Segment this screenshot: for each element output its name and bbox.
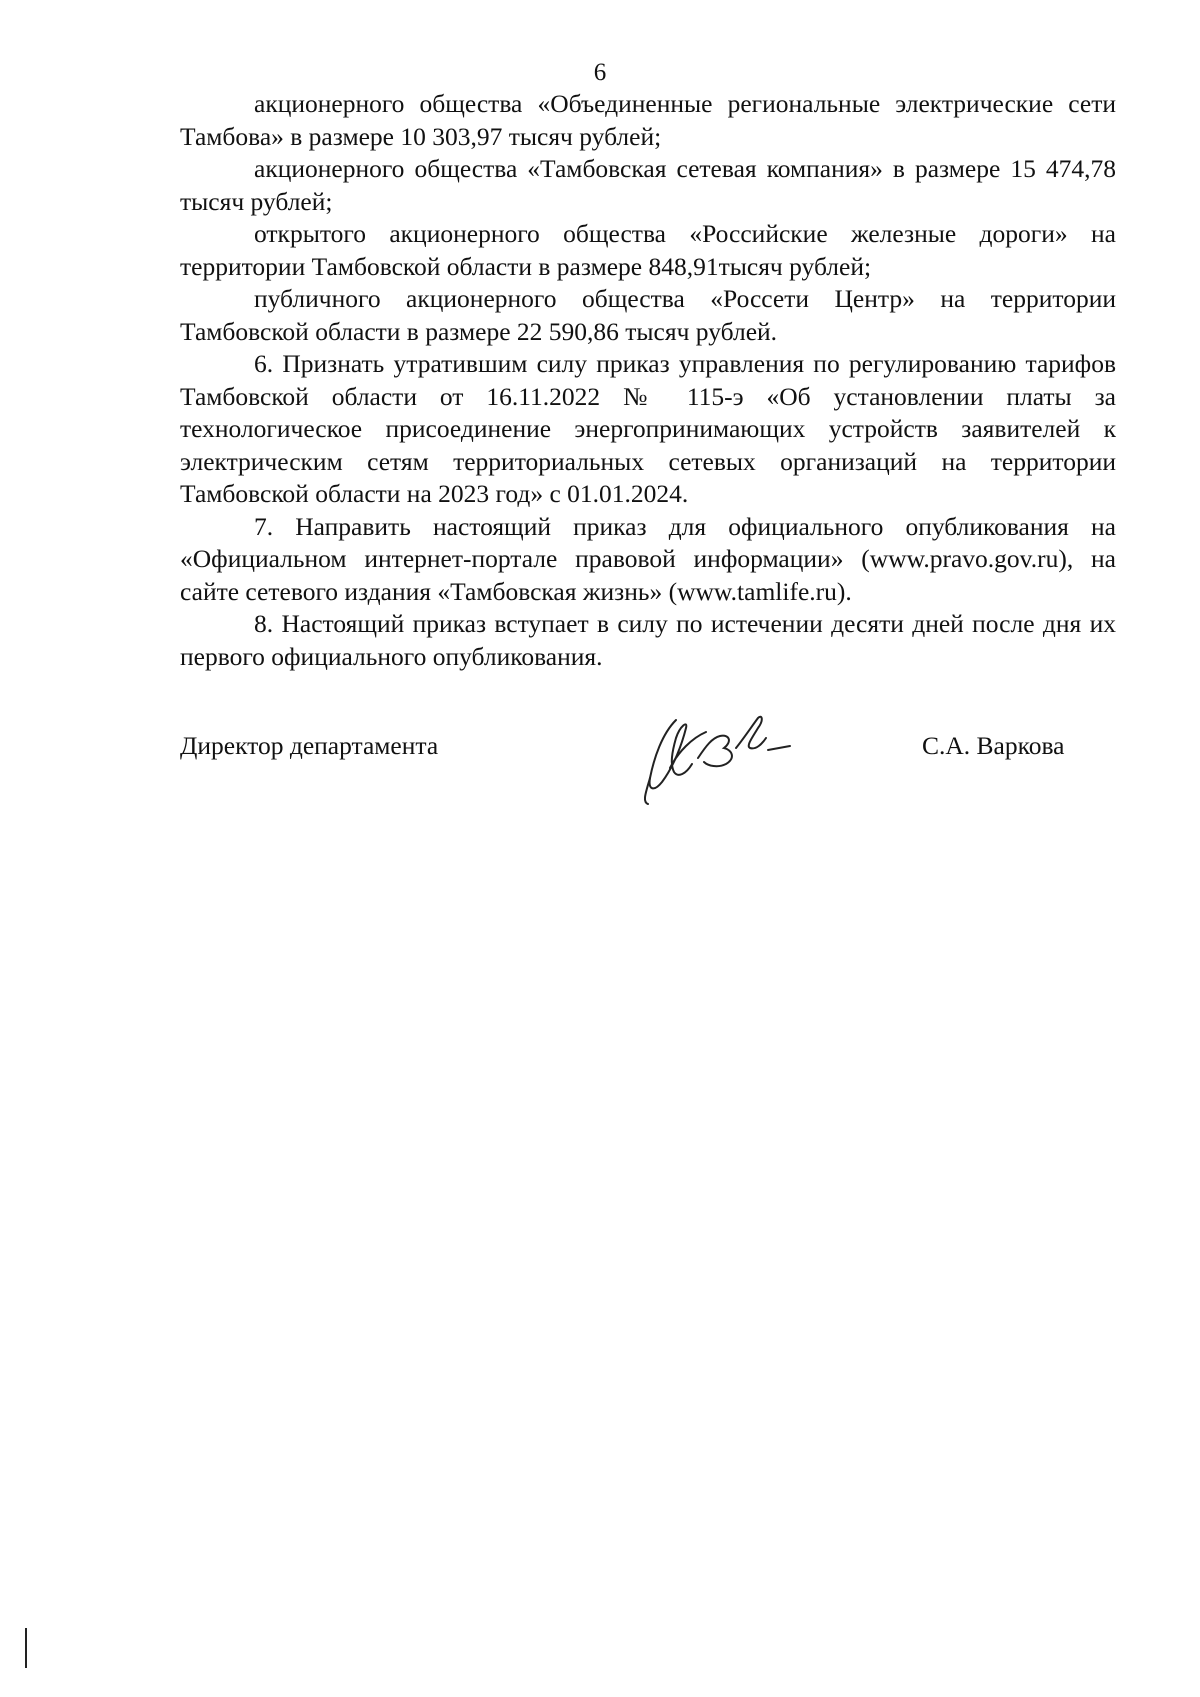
document-body xyxy=(180,88,1116,673)
paragraph-item-7: 7. Направить настоящий приказ для официального опубликования на «Официальном интернет-портале правовой информации» (www.pravo.gov.ru), на сайте сетевого издания «Тамбовская жизнь» (www.tamlife.ru). xyxy=(180,511,1116,606)
paragraph-russian-railways: открытого акционерного общества «Российские железные дороги» на территории Тамбовской области в размере 848,91тысяч рублей; xyxy=(180,219,1116,281)
paragraph-rosseti-center: публичного акционерного общества «Россети Центр» на территории Тамбовской области в размере 22 590,86 тысяч рублей. xyxy=(180,284,1116,346)
paragraph-item-8: 8. Настоящий приказ вступает в силу по истечении десяти дней после дня их первого официального опубликования. xyxy=(180,609,1116,671)
paragraph-orest-tambov: акционерного общества «Объединенные региональные электрические сети Тамбова» в размере 10 303,97 тысяч рублей; xyxy=(180,89,1116,151)
page-number: 6 xyxy=(593,59,607,86)
paragraph-tambov-network-company: акционерного общества «Тамбовская сетевая компания» в размере 15 474,78 тысяч рублей; xyxy=(180,154,1116,216)
handwritten-signature xyxy=(640,708,820,808)
scan-edge-mark xyxy=(25,1628,27,1668)
signature-block xyxy=(0,730,1200,830)
signer-name: С.А. Варкова xyxy=(922,731,1065,760)
paragraph-item-6: 6. Признать утратившим силу приказ управления по регулированию тарифов Тамбовской области от 16.11.2022 № 115-э «Об установлении платы за технологическое присоединение энергопринимающих устройств заявителей к электрическим сетям территориальных сетевых организаций на территории Тамбовской области на 2023 год» с 01.01.2024. xyxy=(180,349,1116,508)
signer-position: Директор департамента xyxy=(180,731,439,760)
